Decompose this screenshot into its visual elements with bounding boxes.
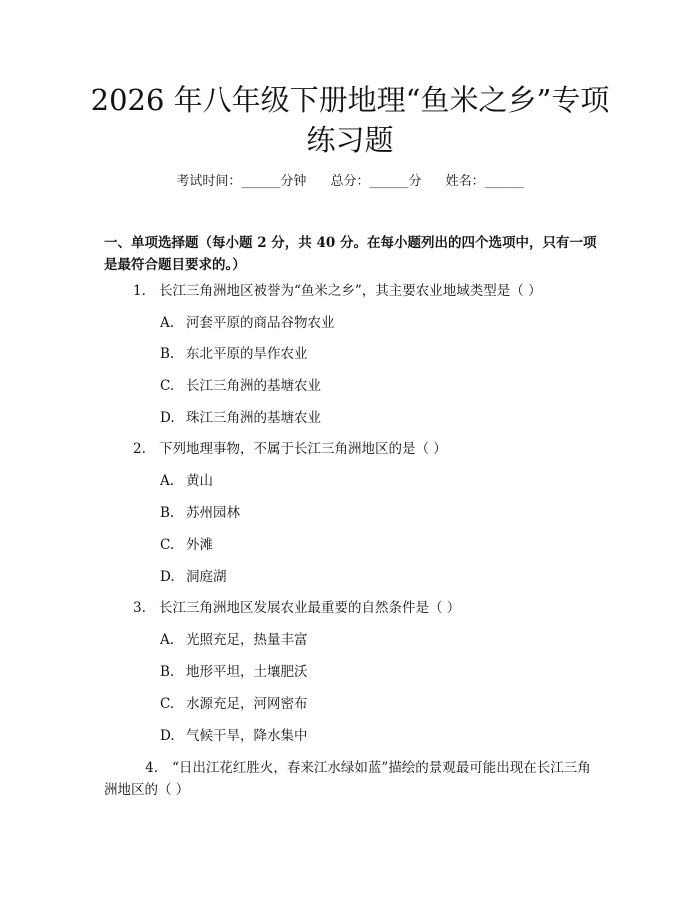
question-4 [104,757,604,801]
option-3d [160,725,308,747]
option-3c [160,693,308,715]
question-text: 长江三角洲地区发展农业最重要的自然条件是（ ） [159,600,461,616]
option-1a [160,312,335,334]
exam-info-line [0,170,700,189]
option-letter: D. [160,410,175,426]
option-letter: D. [160,569,175,585]
option-2d [160,566,227,588]
option-1c [160,375,321,397]
option-text: 水源充足，河网密布 [186,696,308,712]
question-text: 下列地理事物，不属于长江三角洲地区的是（ ） [159,441,447,457]
option-letter: C. [160,696,175,712]
exam-time-field: 考试时间：______分钟 [176,174,307,189]
question-number: 2. [133,441,146,457]
question-text: 长江三角洲地区被誉为“鱼米之乡”，其主要农业地域类型是（ ） [159,283,542,299]
option-3b [160,661,308,683]
question-3 [133,597,603,619]
option-letter: A. [160,315,175,331]
page-title: 2026 年八年级下册地理“鱼米之乡”专项练习题 [90,83,610,157]
option-text: 长江三角洲的基塘农业 [186,378,321,394]
option-letter: A. [160,632,175,648]
name-field: 姓名：______ [445,174,524,189]
option-2b [160,502,240,524]
section-heading: 一、单项选择题（每小题 2 分，共 40 分。在每小题列出的四个选项中，只有一项是最符合题目要求的。） [104,235,597,273]
option-text: 气候干旱，降水集中 [186,728,308,744]
option-text: 洞庭湖 [186,569,227,585]
question-text: “日出江花红胜火，春来江水绿如蓝”描绘的景观最可能出现在长江三角洲地区的（ ） [104,760,591,798]
total-score-field: 总分：______分 [330,174,422,189]
option-letter: D. [160,728,175,744]
option-text: 地形平坦，土壤肥沃 [186,664,308,680]
option-text: 外滩 [186,537,213,553]
option-text: 东北平原的旱作农业 [186,346,308,362]
question-1 [133,280,603,302]
option-text: 苏州园林 [186,505,240,521]
option-text: 河套平原的商品谷物农业 [186,315,335,331]
option-1b [160,343,308,365]
question-number: 1. [133,283,146,299]
option-letter: B. [160,346,175,362]
option-letter: A. [160,473,175,489]
option-2a [160,470,213,492]
option-letter: B. [160,505,175,521]
option-2c [160,534,213,556]
option-letter: B. [160,664,175,680]
option-1d [160,407,321,429]
option-3a [160,629,308,651]
question-number: 3. [133,600,146,616]
option-letter: C. [160,537,175,553]
option-text: 珠江三角洲的基塘农业 [186,410,321,426]
option-text: 黄山 [186,473,213,489]
question-2 [133,438,603,460]
option-text: 光照充足，热量丰富 [186,632,308,648]
option-letter: C. [160,378,175,394]
question-number: 4. [145,760,158,776]
